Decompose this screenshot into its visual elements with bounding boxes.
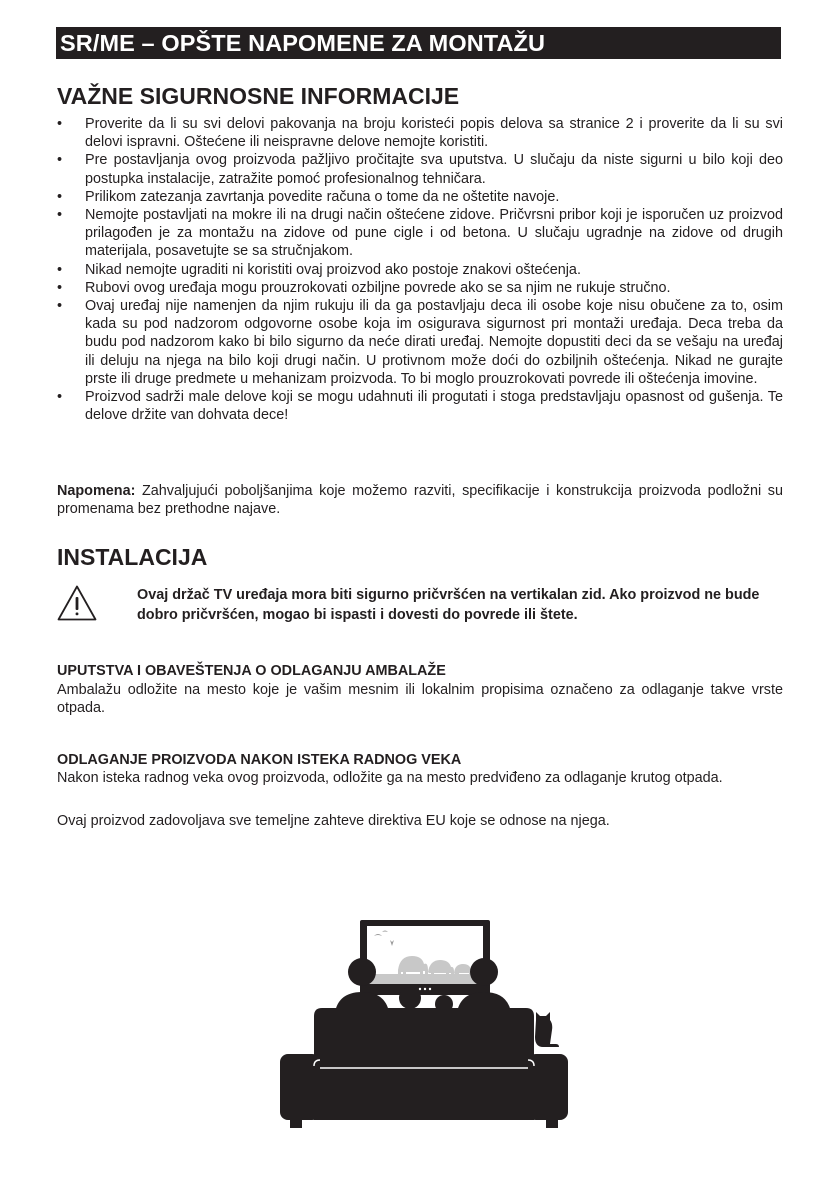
note-text: Zahvaljujući poboljšanjima koje možemo razviti, specifikacije i konstrukcija proizvoda podložni su promenama bez prethodne najave. <box>57 483 783 518</box>
list-item: • Pre postavljanja ovog proizvoda pažljivo pročitajte sva uputstva. U slučaju da niste sigurni u bilo koji deo postupka instalacije, zatražite pomoć profesionalnog tehničara. <box>57 152 783 187</box>
disposal-heading: ODLAGANJE PROIZVODA NAKON ISTEKA RADNOG VEKA <box>57 752 462 768</box>
installation-warning <box>57 585 783 635</box>
page-header <box>56 27 781 59</box>
header-title: SR/ME – OPŠTE NAPOMENE ZA MONTAŽU <box>60 30 546 56</box>
list-item: • Prilikom zatezanja zavrtanja povedite računa o tome da ne oštetite navoje. <box>57 188 560 205</box>
family-watching-tv-illustration <box>278 918 570 1130</box>
list-item: • Ovaj uređaj nije namenjen da njim rukuju ili da ga postavljaju deca ili osobe koje nisu obučene za to, osim kada su pod nadzorom odgovorne osobe koja im osigurava sigurnost pri montaži uređaja. Deca treba da budu pod nadzorom kako bi bilo sigurno da neće dirati uređaj. Nemojte dopustiti deci da se vešaju na uređaj ili deluju na njega na bilo koji drugi način. U protivnom može doći do ozbiljnih oštećenja. Nikad ne gurajte prste ili druge predmete u mehanizam proizvoda. To bi moglo prouzrokovati povrede ili oštećenja imovine. <box>57 298 783 387</box>
list-item: • Proizvod sadrži male delove koji se mogu udahnuti ili progutati i stoga predstavljaju opasnost od gušenja. Te delove držite van dohvata dece! <box>57 389 783 424</box>
safety-heading: VAŽNE SIGURNOSNE INFORMACIJE <box>57 83 460 109</box>
cat-icon <box>535 1012 559 1047</box>
safety-list <box>57 115 783 424</box>
warning-triangle-icon <box>57 585 97 621</box>
compliance-text: Ovaj proizvod zadovoljava sve temeljne zahteve direktiva EU koje se odnose na njega. <box>57 813 610 829</box>
list-item: • Proverite da li su svi delovi pakovanja na broju koristeći popis delova sa stranice 2 i proverite da li su svi delovi ispravni. Oštećene ili neispravne delove nemojte koristiti. <box>57 116 783 151</box>
installation-heading: INSTALACIJA <box>57 544 208 570</box>
note-paragraph <box>57 482 783 518</box>
list-item: • Nemojte postavljati na mokre ili na drugi način oštećene zidove. Pričvrsni pribor koji je isporučen uz proizvod prilagođen je za montažu na zidove od pune cigle i od betona. U slučaju ugradnje na zidove od drugih materijala, posavetujte se sa stručnjakom. <box>57 207 783 260</box>
list-item: • Nikad nemojte ugraditi ni koristiti ovaj proizvod ako postoje znakovi oštećenja. <box>57 261 581 278</box>
note-label: Napomena: <box>57 483 136 499</box>
packaging-heading: UPUTSTVA I OBAVEŠTENJA O ODLAGANJU AMBALAŽE <box>57 663 446 679</box>
disposal-text: Nakon isteka radnog veka ovog proizvoda, odložite ga na mesto predviđeno za odlaganje krutog otpada. <box>57 770 723 786</box>
list-item: • Rubovi ovog uređaja mogu prouzrokovati ozbiljne povrede ako se sa njim ne rukuje stručno. <box>57 279 671 296</box>
warning-text: Ovaj držač TV uređaja mora biti sigurno pričvršćen na vertikalan zid. Ako proizvod ne bude dobro pričvršćen, mogao bi ispasti i dovesti do povrede ili štete. <box>137 587 760 623</box>
packaging-text: Ambalažu odložite na mesto koje je vašim mesnim ili lokalnim propisima označeno za odlaganje takve vrste otpada. <box>57 682 783 717</box>
tv-icon <box>360 920 490 995</box>
